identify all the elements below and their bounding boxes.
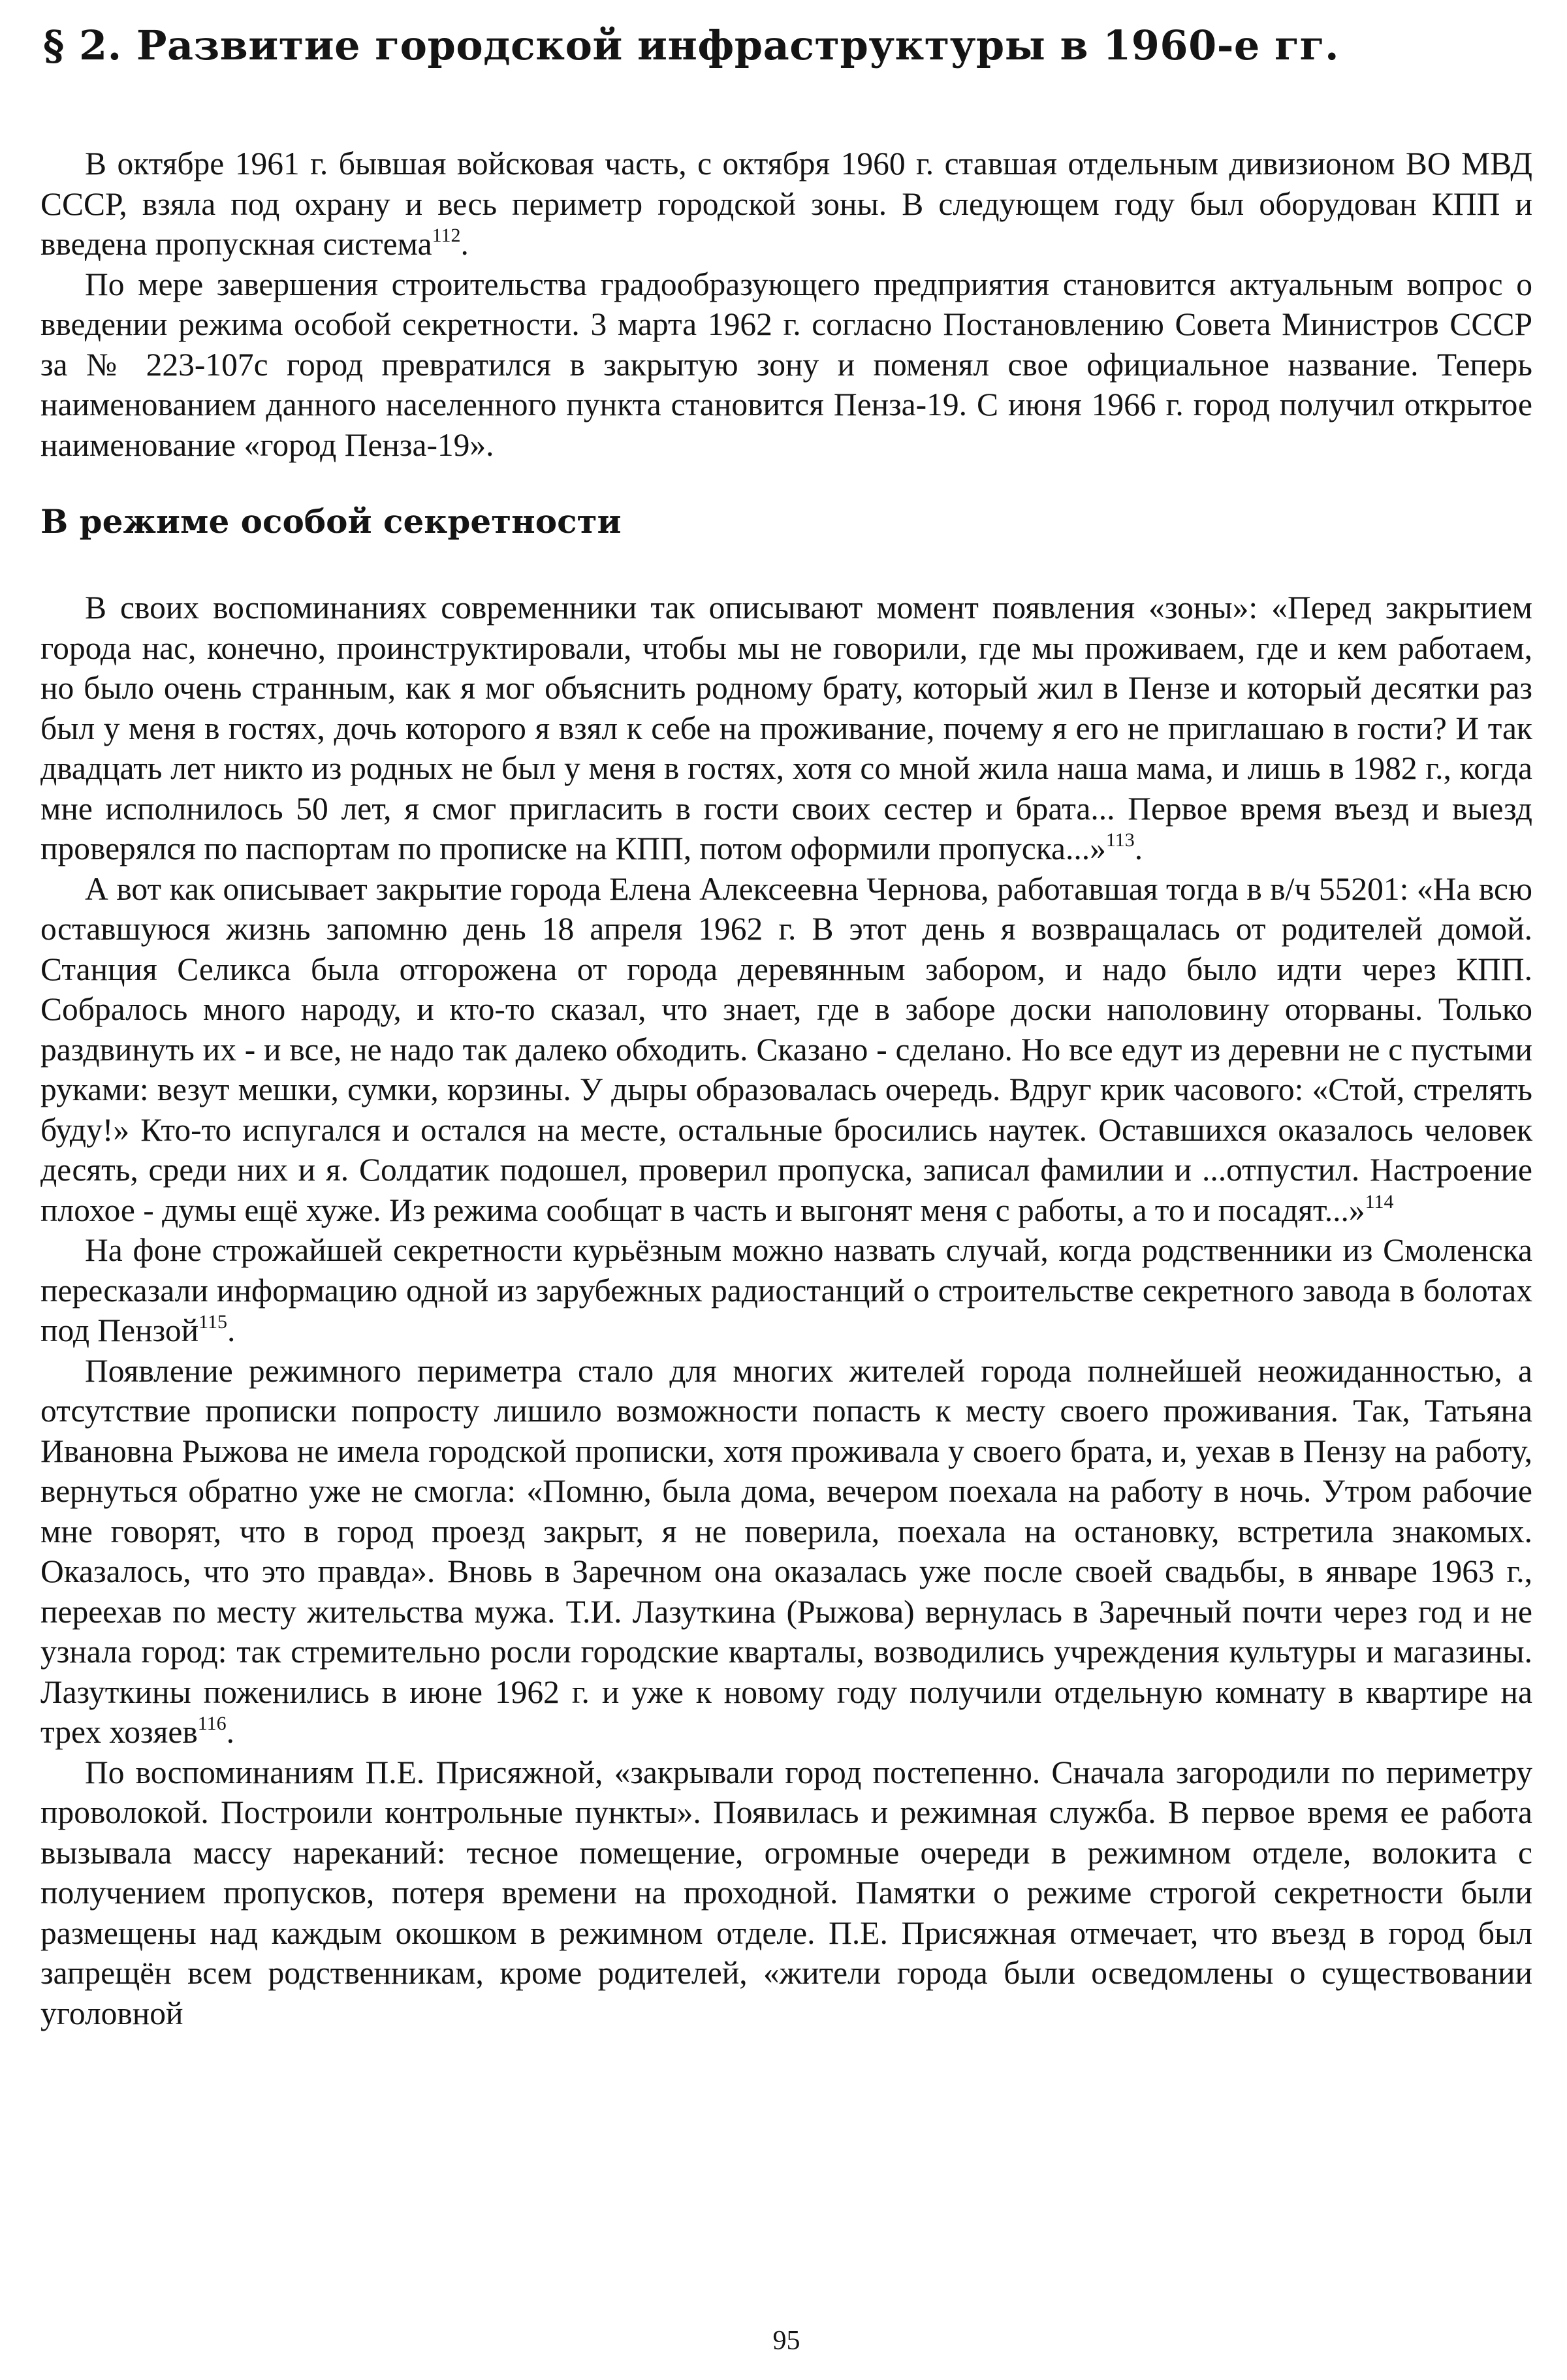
book-page <box>40 20 1532 2357</box>
subsection-heading: В режиме особой секретности <box>40 502 622 541</box>
page-number: 95 <box>772 2326 800 2356</box>
paragraph: В своих воспоминаниях современники так описывают момент появления «зоны»: «Перед закрытием города нас, конечно, проинструктировали, чтобы мы не говорили, где мы проживаем, где и кем работаем, но было очень странным, как я мог объяснить родному брату, который жил в Пензе и который десятки раз был у меня в гостях, дочь которого я взял к себе на проживание, почему я его не приглашаю в гости? И так двадцать лет никто из родных не был у меня в гостях, хотя со мной жила наша мама, и лишь в 1982 г., когда мне исполнилось 50 лет, я смог пригласить в гости своих сестер и брата... Первое время въезд и выезд проверялся по паспортам по прописке на КПП, потом оформили пропуска...»$^{113}$. <box>40 590 1532 866</box>
paragraph: А вот как описывает закрытие города Елена Алексеевна Чернова, работавшая тогда в в/ч 55201: «На всю оставшуюся жизнь запомню день 18 апреля 1962 г. В этот день я возвращалась от родителей домой. Станция Селикса была отгорожена от города деревянным забором, и надо было идти через КПП. Собралось много народу, и кто-то сказал, что знает, где в заборе доски наполовину оторваны. Только раздвинуть их - и все, не надо так далеко обходить. Сказано - сделано. Но все едут из деревни не с пустыми руками: везут мешки, сумки, корзины. У дыры образовалась очередь. Вдруг крик часового: «Стой, стрелять буду!» Кто-то испугался и остался на месте, остальные бросились наутек. Оставшихся оказалось человек десять, среди них и я. Солдатик подошел, проверил пропуска, записал фамилии и ...отпустил. Настроение плохое - думы ещё хуже. Из режима сообщат в часть и выгонят меня с работы, а то и посадят...»$^{114}$ <box>40 870 1532 1228</box>
paragraph: По воспоминаниям П.Е. Присяжной, «закрывали город постепенно. Сначала загородили по периметру проволокой. Построили контрольные пункты». Появилась и режимная служба. В первое время ее работа вызывала массу нареканий: тесное помещение, огромные очереди в режимном отделе, волокита с получением пропусков, потеря времени на проходной. Памятки о режиме строгой секретности были размещены над каждым окошком в режимном отделе. П.Е. Присяжная отмечает, что въезд в город был запрещён всем родственникам, кроме родителей, «жители города были осведомлены о существовании уголовной <box>40 1754 1532 2031</box>
intro-text <box>40 144 1532 465</box>
footnote-ref: 115 <box>198 1311 227 1333</box>
paragraph: По мере завершения строительства градообразующего предприятия становится актуальным вопрос о введении режима особой секретности. 3 марта 1962 г. согласно Постановлению Совета Министров СССР за № 223-107с город превратился в закрытую зону и поменял свое официальное название. Теперь наименованием данного населенного пункта становится Пенза-19. С июня 1966 г. город получил открытое наименование «город Пенза-19». <box>40 266 1532 463</box>
paragraph: В октябре 1961 г. бывшая войсковая часть, с октября 1960 г. ставшая отдельным дивизионом ВО МВД СССР, взяла под охрану и весь периметр городской зоны. В следующем году был оборудован КПП и введена пропускная система$^{112}$. <box>40 146 1532 262</box>
footnote-ref: 116 <box>197 1713 227 1734</box>
paragraph: На фоне строжайшей секретности курьёзным можно назвать случай, когда родственники из Смоленска пересказали информацию одной из зарубежных радиостанций о строительстве секретного завода в болотах под Пензой$^{115}$. <box>40 1232 1532 1348</box>
footnote-ref: 114 <box>1365 1190 1394 1213</box>
paragraph: Появление режимного периметра стало для многих жителей города полнейшей неожиданностью, а отсутствие прописки попросту лишило возможности попасть к месту своего проживания. Так, Татьяна Ивановна Рыжова не имела городской прописки, хотя проживала у своего брата, и, уехав в Пензу на работу, вернуться обратно уже не смогла: «Помню, была дома, вечером поехала на работу в ночь. Утром рабочие мне говорят, что в город проезд закрыт, я не поверила, поехала на остановку, встретила знакомых. Оказалось, что это правда». Вновь в Заречном она оказалась уже после своей свадьбы, в январе 1963 г., переехав по месту жительства мужа. Т.И. Лазуткина (Рыжова) вернулась в Заречный почти через год и не узнала город: так стремительно росли городские кварталы, возводились учреждения культуры и магазины. Лазуткины поженились в июне 1962 г. и уже к новому году получили отдельную комнату в квартире на трех хозяев$^{116}$. <box>40 1352 1532 1750</box>
footnote-ref: 113 <box>1105 829 1135 851</box>
footnote-ref: 112 <box>432 225 461 246</box>
main-text <box>40 588 1532 2033</box>
section-heading: § 2. Развитие городской инфраструктуры в 1960-е гг. <box>43 22 1340 69</box>
